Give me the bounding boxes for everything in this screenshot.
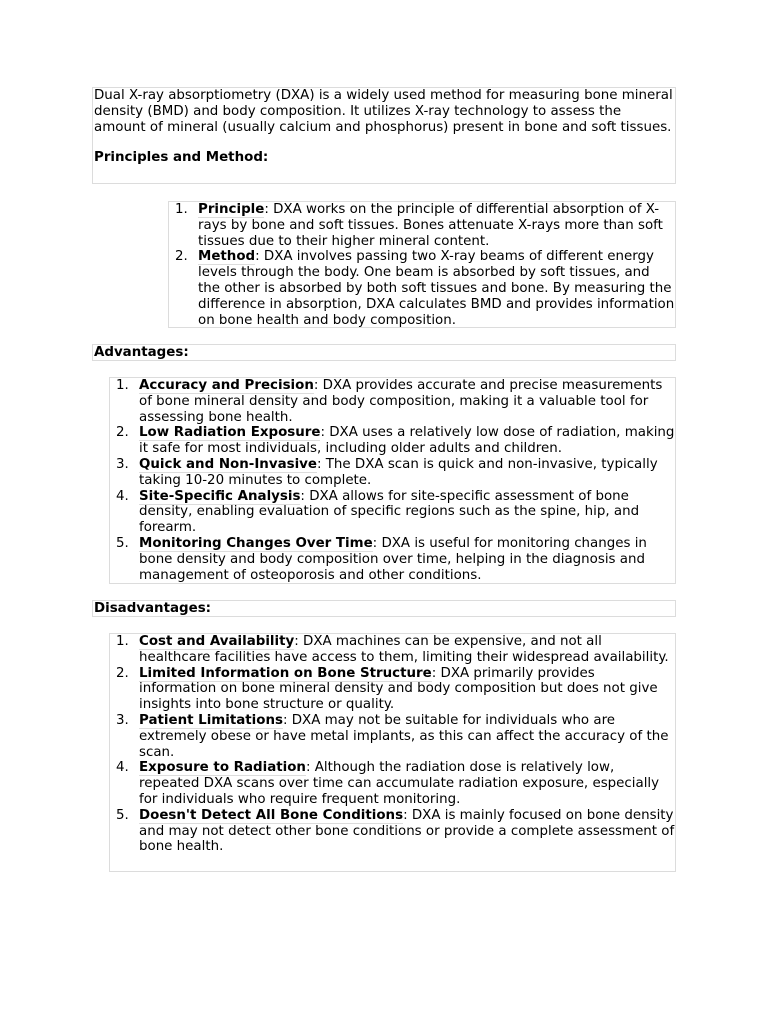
list-item-text: : DXA provides accurate and precise measurements of bone mineral density and body composition, making it a valuable tool for assessing bone health.	[139, 378, 663, 425]
list-item-number: 4.	[116, 760, 129, 776]
list-item	[169, 249, 675, 328]
list-item-term: Accuracy and Precision	[139, 378, 314, 393]
disadvantages-list	[110, 634, 675, 855]
list-item-term: Exposure to Radiation	[139, 760, 306, 776]
list-item-text: : DXA machines can be expensive, and not all healthcare facilities have access to them, limiting their widespread availability.	[139, 634, 669, 665]
list-item-term: Quick and Non-Invasive	[139, 456, 317, 472]
list-item-number: 2.	[116, 665, 129, 681]
list-item-text: : DXA may not be suitable for individuals who are extremely obese or have metal implants, as this can affect the accuracy of the scan.	[139, 712, 669, 760]
principles-list	[169, 202, 675, 328]
list-item-text: : DXA involves passing two X-ray beams of different energy levels through the body. One beam is absorbed by soft tissues, and the other is absorbed by both soft tissues and bone. By measuring the difference in absorption, DXA calculates BMD and provides information on bone health and body composition.	[198, 249, 675, 328]
list-item-term: Principle	[198, 202, 265, 217]
list-item	[110, 489, 675, 536]
list-item-number: 4.	[116, 488, 129, 504]
list-item-term: Patient Limitations	[139, 712, 283, 728]
list-item	[110, 378, 675, 425]
advantages-list	[110, 378, 675, 583]
disadvantages-heading: Disadvantages:	[94, 601, 212, 616]
list-item-number: 5.	[116, 535, 129, 551]
list-item-number: 1.	[116, 634, 129, 649]
advantages-heading: Advantages:	[94, 345, 189, 360]
disadvantages-list-box	[109, 633, 676, 872]
list-item-text: : DXA uses a relatively low dose of radiation, making it safe for most individuals, including older adults and children.	[139, 425, 675, 457]
intro-paragraph: Dual X-ray absorptiometry (DXA) is a widely used method for measuring bone mineral density (BMD) and body composition. It utilizes X-ray technology to assess the amount of mineral (usually calcium and phosphorus) present in bone and soft tissues.	[94, 88, 673, 135]
list-item-number: 3.	[116, 712, 129, 728]
list-item	[110, 536, 675, 583]
advantages-list-box	[109, 377, 676, 584]
list-item-text: : DXA allows for site-specific assessment of bone density, enabling evaluation of specific regions such as the spine, hip, and forearm.	[139, 488, 640, 536]
list-item-number: 3.	[116, 456, 129, 472]
list-item-term: Low Radiation Exposure	[139, 425, 321, 441]
list-item	[110, 666, 675, 713]
list-item-text: : Although the radiation dose is relatively low, repeated DXA scans over time can accumulate radiation exposure, especially for individuals who require frequent monitoring.	[139, 760, 660, 807]
list-item	[110, 713, 675, 760]
list-item	[110, 760, 675, 807]
list-item	[110, 634, 675, 666]
list-item-text: : DXA is useful for monitoring changes in bone density and body composition over time, helping in the diagnosis and management of osteoporosis and other conditions.	[139, 535, 647, 583]
list-item-number: 5.	[116, 807, 129, 823]
list-item-number: 1.	[116, 378, 129, 393]
list-item-term: Doesn't Detect All Bone Conditions	[139, 807, 404, 823]
list-item	[110, 425, 675, 457]
intro-section	[92, 87, 676, 184]
disadvantages-heading-box	[92, 600, 676, 617]
list-item-text: : The DXA scan is quick and non-invasive, typically taking 10-20 minutes to complete.	[139, 456, 658, 488]
list-item	[110, 808, 675, 855]
list-item-text: : DXA works on the principle of differential absorption of X-rays by bone and soft tissues. Bones attenuate X-rays more than soft tissues due to their higher mineral content.	[198, 202, 663, 249]
list-item-number: 1.	[175, 202, 188, 217]
principles-list-box	[168, 201, 676, 328]
list-item	[110, 457, 675, 489]
list-item-term: Limited Information on Bone Structure	[139, 665, 432, 681]
list-item	[169, 202, 675, 249]
list-item-text: : DXA is mainly focused on bone density and may not detect other bone conditions or provide a complete assessment of bone health.	[139, 807, 675, 855]
list-item-term: Cost and Availability	[139, 634, 295, 649]
list-item-term: Monitoring Changes Over Time	[139, 535, 373, 551]
list-item-term: Site-Specific Analysis	[139, 488, 301, 504]
list-item-text: : DXA primarily provides information on bone mineral density and body composition but does not give insights into bone structure or quality.	[139, 665, 658, 713]
list-item-number: 2.	[175, 249, 188, 265]
advantages-heading-box	[92, 344, 676, 361]
list-item-term: Method	[198, 249, 256, 265]
list-item-number: 2.	[116, 425, 129, 441]
principles-heading: Principles and Method:	[94, 150, 269, 166]
